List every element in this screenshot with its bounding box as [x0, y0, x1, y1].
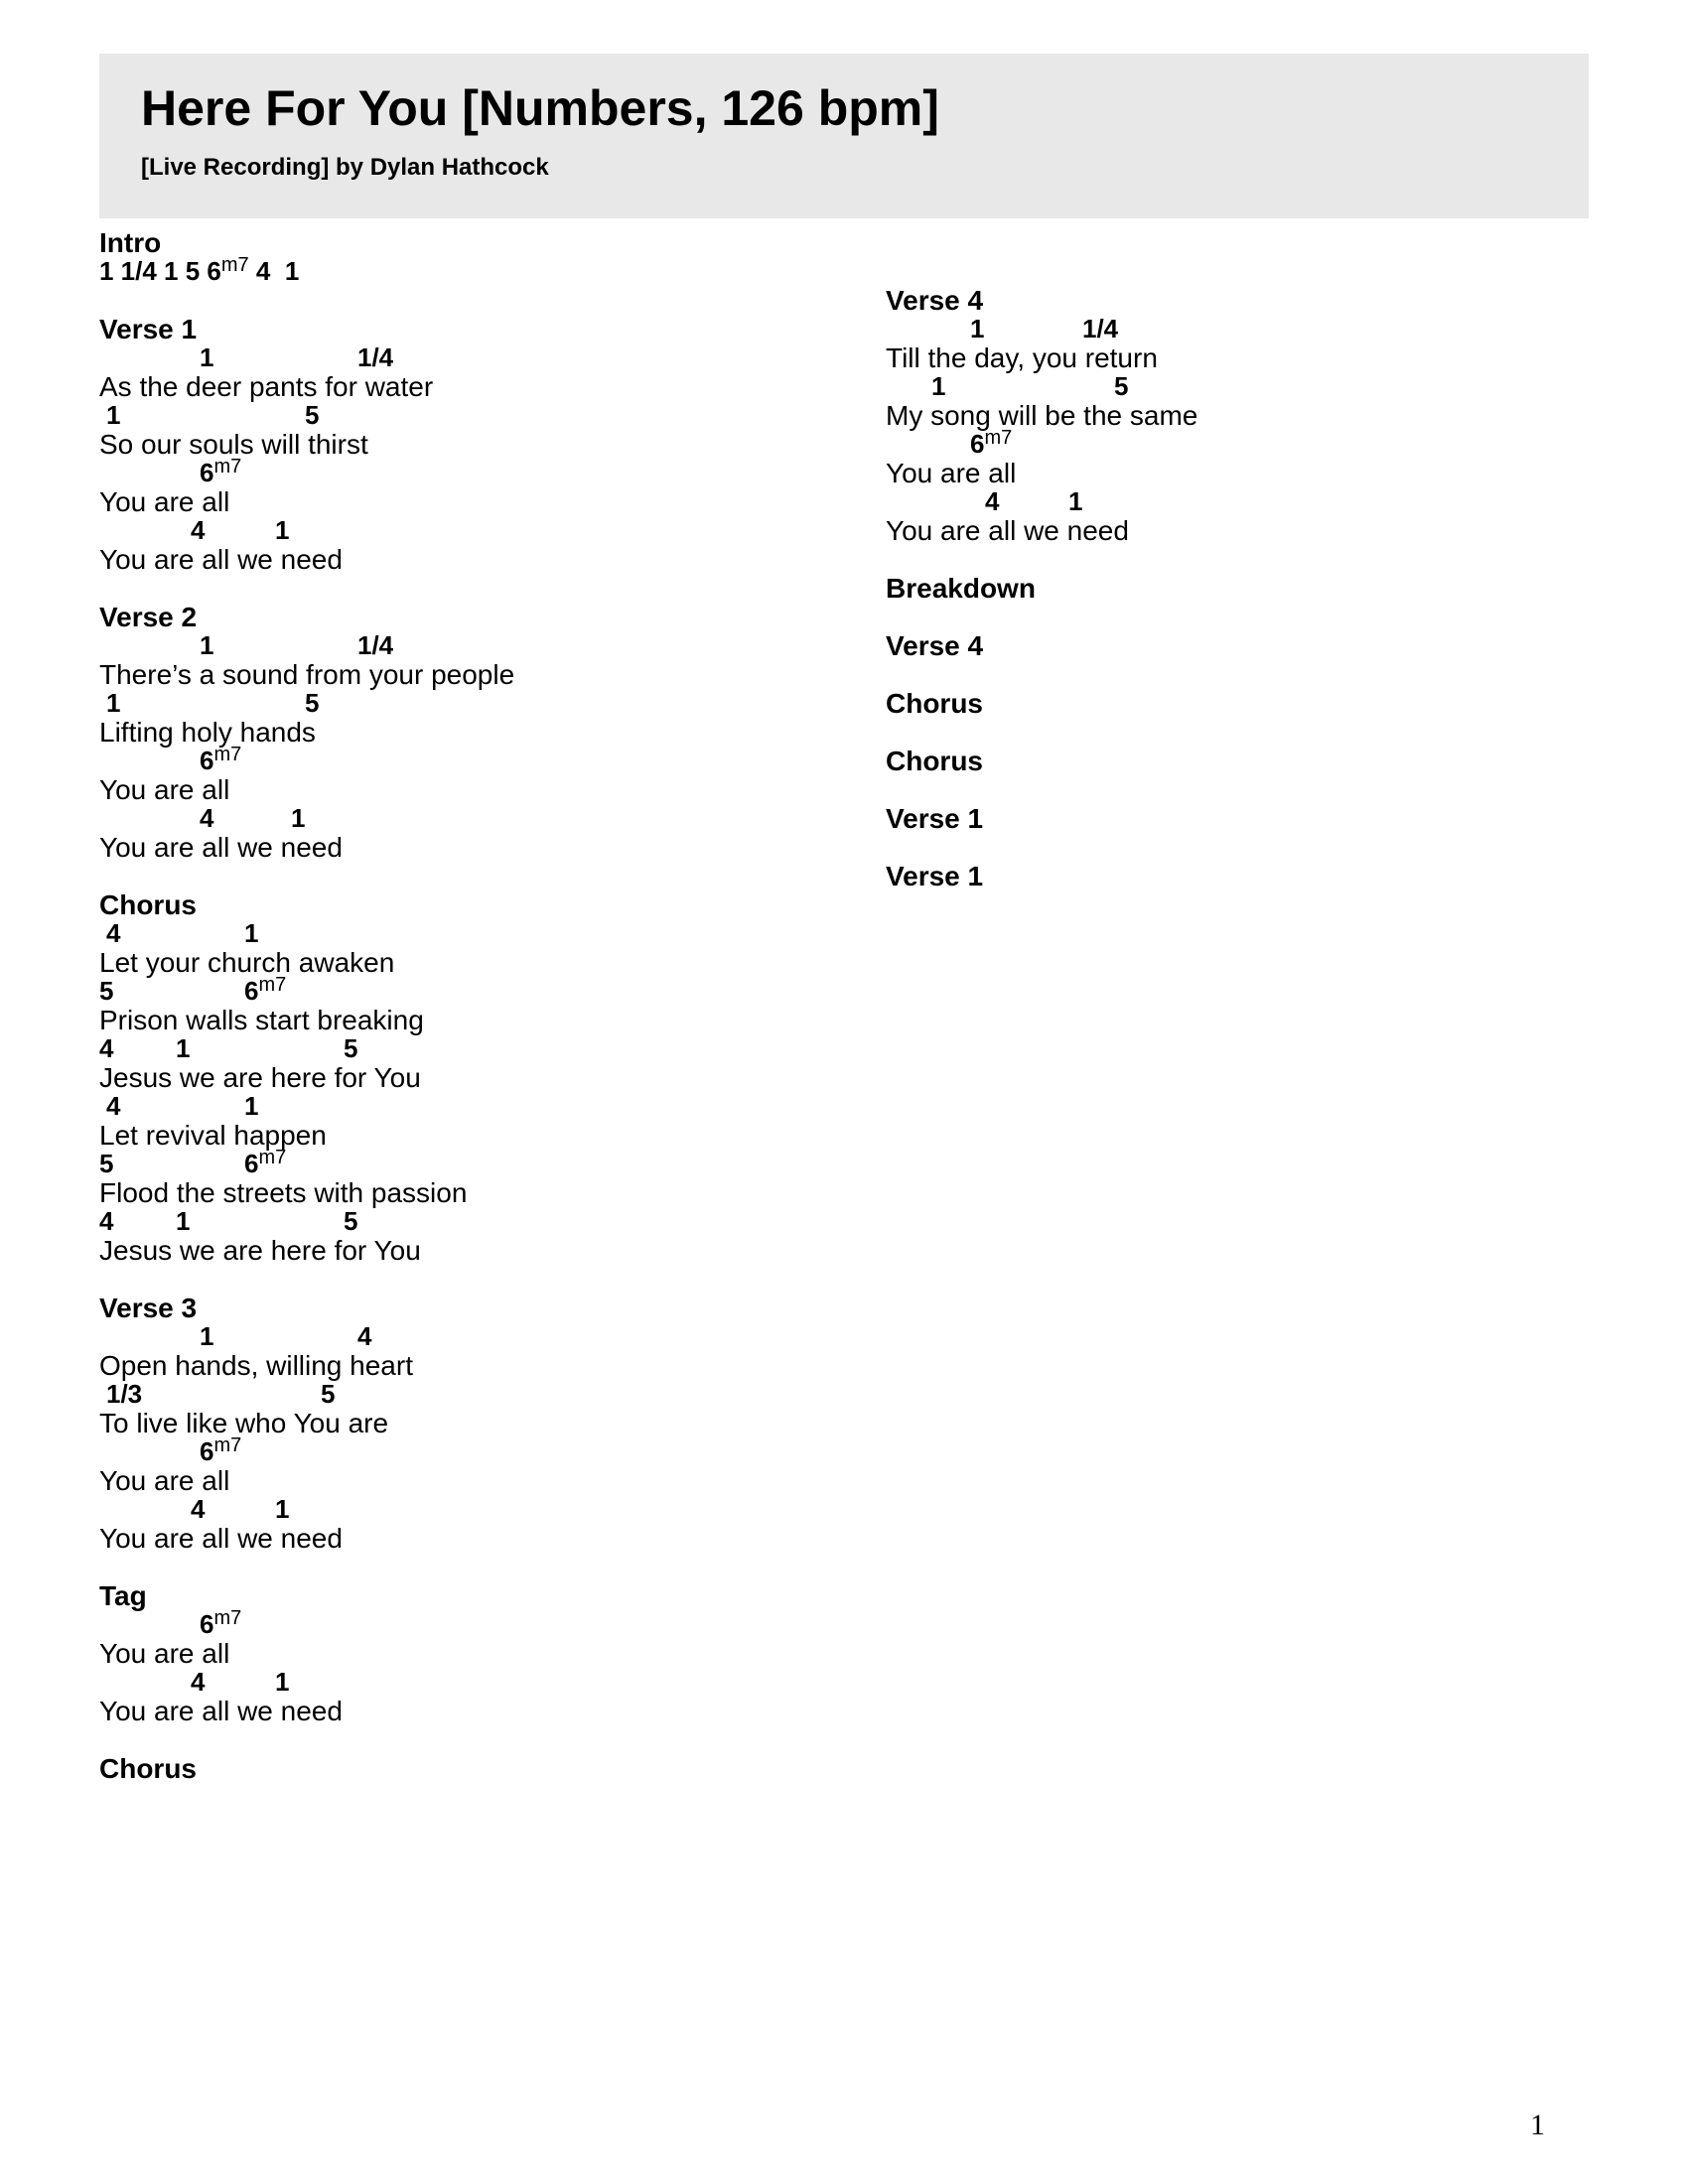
section-title: Chorus [886, 688, 983, 719]
chord-line [886, 427, 1640, 459]
lyric-line: Jesus we are here for You [99, 1235, 421, 1266]
chord-line [99, 1495, 854, 1524]
chord: 1/4 [1082, 314, 1119, 343]
chord-line [99, 631, 854, 660]
lyric-line: So our souls will thirst [99, 429, 368, 460]
lyric-line: Jesus we are here for You [99, 1062, 421, 1093]
lyric-line: Lifting holy hands [99, 717, 316, 748]
chord-line [99, 919, 854, 948]
lyric-line: As the deer pants for water [99, 371, 434, 402]
chord: 4 [99, 1033, 114, 1063]
chord: 4 [191, 1667, 206, 1697]
lyric-line: You are all [99, 486, 230, 517]
chord: 1 [106, 400, 121, 430]
chord: 1 [275, 1667, 290, 1697]
chord: $6^{m7}$ [244, 1147, 287, 1178]
chord-line [99, 1668, 854, 1697]
chord-line [99, 689, 854, 718]
chord-line [99, 1322, 854, 1351]
chord: 1 [244, 1091, 259, 1121]
lyric-line: My song will be the same [886, 400, 1198, 431]
section-verse-1-repeat [886, 804, 1640, 833]
chord: 5 [1114, 371, 1129, 401]
chord: 1 [931, 371, 946, 401]
chord: 1 [200, 630, 214, 660]
chord: $6^{m7}$ [200, 744, 242, 775]
chord: 1/4 [357, 342, 394, 372]
lyric-line: Let your church awaken [99, 947, 395, 978]
chord: 1 [970, 314, 985, 343]
chord: 1 [244, 918, 259, 948]
lyric-line: Till the day, you return [886, 342, 1158, 373]
chord: 4 [191, 515, 206, 545]
chord: 5 [321, 1379, 336, 1409]
chord: 4 [106, 918, 121, 948]
chord: $6^{m7}$ [244, 974, 287, 1006]
section-title: Verse 4 [886, 285, 984, 316]
section-title: Tag [99, 1580, 147, 1611]
section-title: Chorus [886, 746, 983, 776]
lyric-line: Open hands, willing heart [99, 1350, 413, 1381]
chord: 4 [357, 1321, 372, 1351]
chord: 1 [106, 688, 121, 718]
chord: $6^{m7}$ [970, 427, 1013, 459]
chord: 1 [275, 515, 290, 545]
chord: 4 [99, 1206, 114, 1236]
intro-progression: 1 1/4 1 5 $6^{m7}$ 4 1 [99, 254, 300, 286]
chord: 1 [200, 342, 214, 372]
lyric-line: You are all [886, 458, 1017, 488]
chord: $6^{m7}$ [200, 1607, 242, 1639]
chord: 5 [99, 976, 114, 1006]
section-verse-4 [886, 286, 1640, 545]
section-title: Verse 3 [99, 1293, 198, 1323]
lyric-line: Prison walls start breaking [99, 1005, 424, 1035]
chord: 4 [106, 1091, 121, 1121]
lyric-line: You are all we need [886, 515, 1129, 546]
section-chorus-repeat [886, 689, 1640, 718]
section-title: Intro [99, 227, 162, 258]
section-title: Chorus [99, 889, 197, 920]
chord-line [99, 1092, 854, 1121]
section-verse-1-repeat [886, 862, 1640, 890]
page-number: 1 [1530, 2109, 1545, 2141]
lyric-line: Let revival happen [99, 1120, 327, 1151]
chord: 1 [291, 803, 306, 833]
section-title: Verse 4 [886, 630, 984, 661]
chord-line [99, 1380, 854, 1409]
chord-line [99, 974, 854, 1006]
section-chorus-repeat [886, 747, 1640, 775]
chord-line [99, 1147, 854, 1178]
section-chorus [99, 890, 854, 1265]
section-verse-2 [99, 603, 854, 862]
chord-line [886, 315, 1640, 343]
section-chorus-end [99, 1754, 854, 1783]
section-tag [99, 1581, 854, 1725]
section-title: Verse 1 [886, 803, 984, 834]
lyric-line: You are all we need [99, 1696, 343, 1726]
chord: 5 [305, 688, 320, 718]
section-verse-4-repeat [886, 631, 1640, 660]
chord: 1/4 [357, 630, 394, 660]
chord: 5 [99, 1149, 114, 1178]
chord-line [99, 744, 854, 775]
lyric-line: To live like who You are [99, 1408, 389, 1438]
chord: 5 [305, 400, 320, 430]
chord-line [99, 343, 854, 372]
chord: 1 [275, 1494, 290, 1524]
chord-line [99, 804, 854, 833]
section-title: Verse 1 [99, 314, 198, 344]
section-title: Verse 2 [99, 602, 198, 632]
chord-line [99, 516, 854, 545]
chord-line [886, 487, 1640, 516]
lyric-line: Flood the streets with passion [99, 1177, 468, 1208]
lyric-line: You are all [99, 1638, 230, 1669]
section-title: Chorus [99, 1753, 197, 1784]
chord: 1/3 [106, 1379, 143, 1409]
lyric-line: You are all we need [99, 832, 343, 863]
chord-line [886, 372, 1640, 401]
section-breakdown [886, 574, 1640, 603]
chord-line [99, 1434, 854, 1466]
section-title: Breakdown [886, 573, 1036, 604]
chord: 4 [985, 486, 1000, 516]
chord-line [99, 401, 854, 430]
song-subtitle: [Live Recording] by Dylan Hathcock [141, 154, 549, 181]
chord: 1 [1068, 486, 1083, 516]
chord: 1 [200, 1321, 214, 1351]
right-column [886, 228, 1640, 919]
lyric-line: You are all we need [99, 544, 343, 575]
section-intro [99, 228, 854, 286]
song-header [99, 54, 1589, 218]
section-title: Verse 1 [886, 861, 984, 891]
chord: 5 [344, 1033, 358, 1063]
lyric-line: There’s a sound from your people [99, 659, 515, 690]
chord: 5 [344, 1206, 358, 1236]
lyric-line: You are all [99, 774, 230, 805]
chord: $6^{m7}$ [200, 456, 242, 487]
lyric-line: You are all we need [99, 1523, 343, 1554]
left-column [99, 228, 854, 1812]
chord-line [99, 1607, 854, 1639]
section-verse-3 [99, 1294, 854, 1553]
chord: 4 [191, 1494, 206, 1524]
chord: 1 [176, 1206, 191, 1236]
chord: $6^{m7}$ [200, 1434, 242, 1466]
lyric-line: You are all [99, 1465, 230, 1496]
chord: 1 [176, 1033, 191, 1063]
chord-line [99, 1034, 854, 1063]
song-title: Here For You [Numbers, 126 bpm] [141, 80, 939, 136]
chord-line [99, 456, 854, 487]
section-verse-1 [99, 315, 854, 574]
chord-line [99, 1207, 854, 1236]
chord: 4 [200, 803, 214, 833]
